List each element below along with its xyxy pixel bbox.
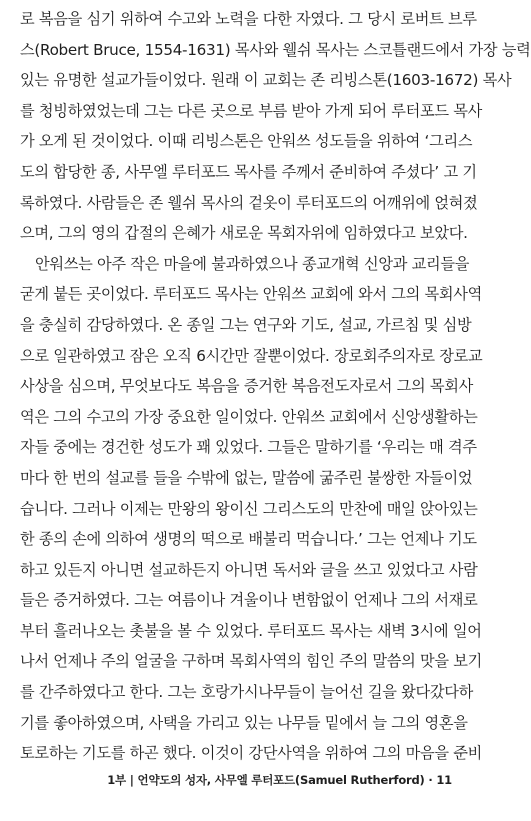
text-line: 하고 있든지 아니면 설교하든지 아니면 독서와 글을 쓰고 있었다고 사람 [20,560,478,579]
text-line: 한 종의 손에 의하여 생명의 떡으로 배불리 먹습니다.’ 그는 언제나 기도 [20,530,477,549]
page-body [20,4,531,769]
text-line: 스(Robert Bruce, 1554-1631) 목사와 웰쉬 목사는 스코틀랜드에서 가장 능력 [20,40,531,59]
running-footer: 1부 | 언약도의 성자, 사무엘 루터포드(Samuel Rutherford) · 11 [107,773,452,787]
text-line: 토로하는 기도를 하곤 했다. 이것이 강단사역을 위하여 그의 마음을 준비 [20,744,483,763]
text-line: 역은 그의 수고의 가장 중요한 일이었다. 안워쓰 교회에서 신앙생활하는 [20,407,478,426]
text-line: 자들 중에는 경건한 성도가 꽤 있었다. 그들은 말하기를 ‘우리는 매 격주 [20,438,477,457]
text-line: 을 충실히 감당하였다. 온 종일 그는 연구와 기도, 설교, 가르침 및 심방 [20,315,472,334]
text-line: 있는 유명한 설교가들이었다. 원래 이 교회는 존 리빙스톤(1603-1672) 목사 [20,71,512,90]
text-line: 록하였다. 사람들은 존 웰쉬 목사의 겉옷이 루터포드의 어깨위에 얹혀졌 [20,193,478,212]
text-line: 안워쓰는 아주 작은 마을에 불과하였으나 종교개혁 신앙과 교리들을 [35,254,470,273]
paragraph [20,4,531,249]
text-line: 으로 일관하였고 잠은 오직 6시간만 잘뿐이었다. 장로회주의자로 장로교 [20,346,483,365]
text-line: 사상을 심으며, 무엇보다도 복음을 증거한 복음전도자로서 그의 목회사 [20,377,473,396]
text-line: 나서 언제나 주의 얼굴을 구하며 목회사역의 힘인 주의 말씀의 맛을 보기 [20,652,483,671]
paragraph [20,249,483,769]
text-line: 를 간주하였다고 한다. 그는 호랑가시나무들이 늘어선 길을 왔다갔다하 [20,683,473,702]
text-line: 마다 한 번의 설교를 들을 수밖에 없는, 말씀에 굶주린 불쌍한 자들이었 [20,468,473,487]
text-line: 로 복음을 심기 위하여 수고와 노력을 다한 자였다. 그 당시 로버트 브루 [20,10,477,28]
text-line: 를 청빙하였었는데 그는 다른 곳으로 부름 받아 가게 되어 루터포드 목사 [20,101,483,120]
text-line: 도의 합당한 종, 사무엘 루터포드 목사를 주께서 준비하여 주셨다’ 고 기 [20,162,477,181]
text-line: 으며, 그의 영의 갑절의 은혜가 새로운 목회자위에 임하였다고 보았다. [20,224,468,243]
text-line: 기를 좋아하였으며, 사택을 가리고 있는 나무들 밑에서 늘 그의 영혼을 [20,713,468,732]
text-line: 습니다. 그러나 이제는 만왕의 왕이신 그리스도의 만찬에 매일 앉아있는 [20,499,478,518]
text-line: 굳게 붙든 곳이었다. 루터포드 목사는 안워쓰 교회에 와서 그의 목회사역 [20,285,483,304]
text-line: 부터 흘러나오는 촛불을 볼 수 있었다. 루터포드 목사는 새벽 3시에 일어 [20,621,482,640]
text-line: 들은 증거하였다. 그는 여름이나 겨울이나 변함없이 언제나 그의 서재로 [20,591,478,610]
text-line: 가 오게 된 것이었다. 이때 리빙스톤은 안워쓰 성도들을 위하여 ‘그리스 [20,132,473,151]
